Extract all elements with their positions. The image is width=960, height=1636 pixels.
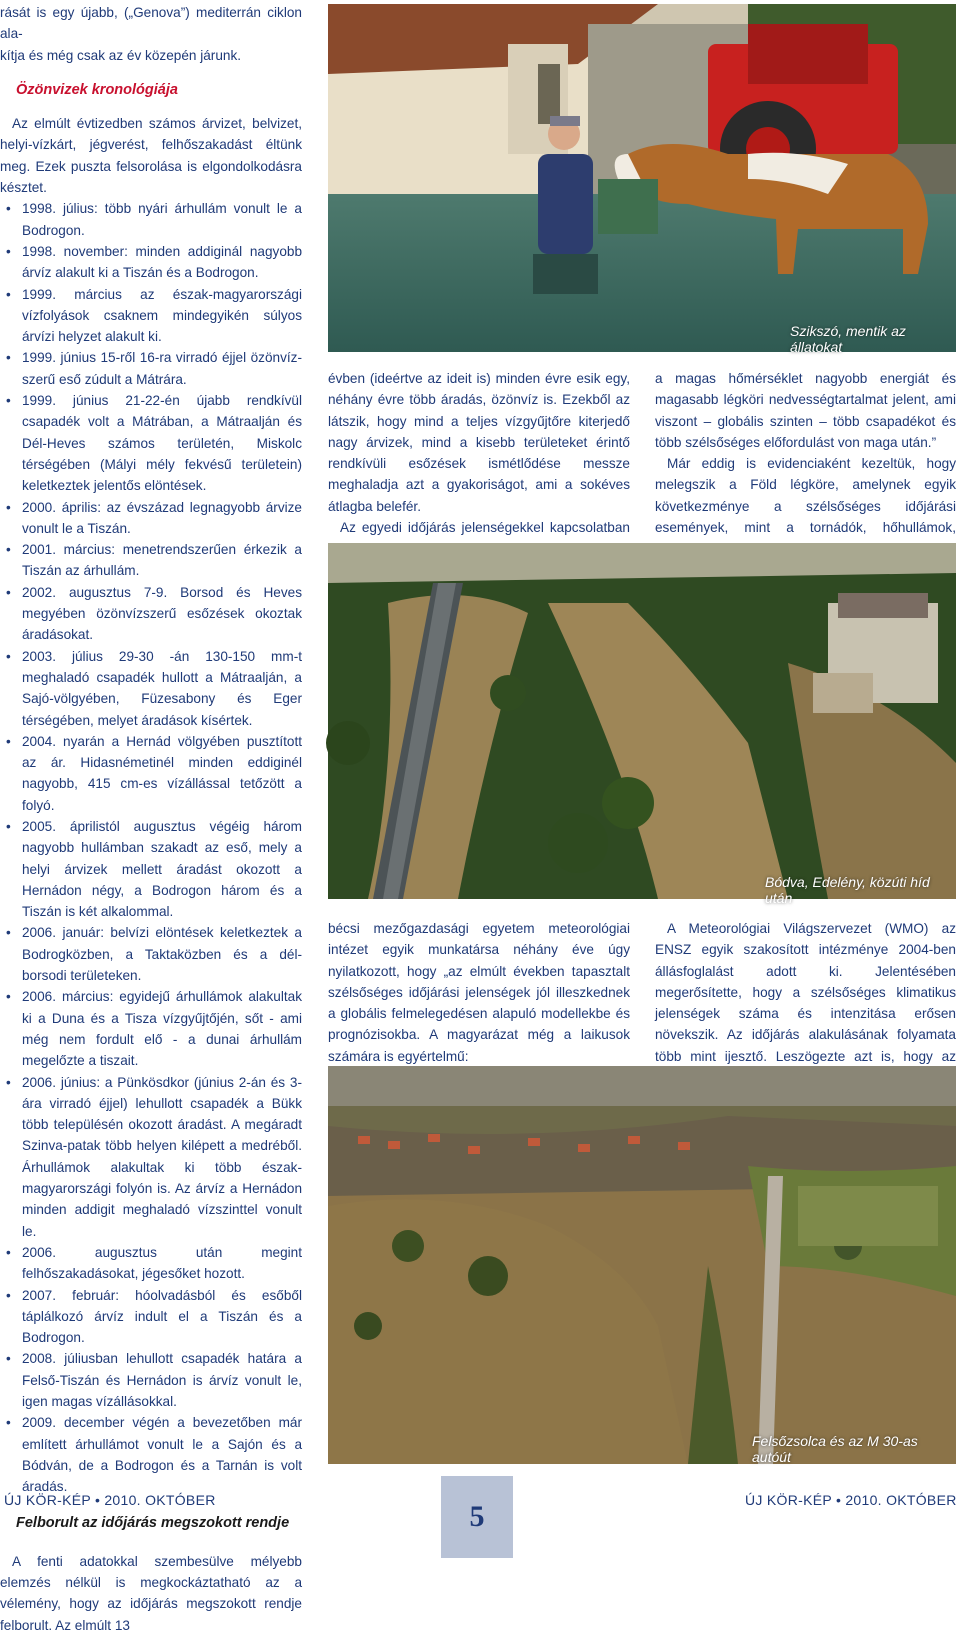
lower-col1-paragraph: bécsi mezőgazdasági egyetem meteorológiai intézet egyik munkatársa néhány éve úgy nyilatkozott, hogy „az elmúlt években tapasztalt szélsőséges időjárási jelenségek jól illeszkednek a globális felmelegedésen alapuló modellekbe és prognózisokba. A magyarázat még a laikusok számára is egyértelmű: [328, 921, 630, 1064]
list-item: • 2009. december végén a bevezetőben már említett árhullámot vonult le a Sajón és a Bódván, de a Bodrogon és a Tarnán is volt áradás. [0, 1412, 302, 1497]
mid-column-2 [655, 368, 956, 560]
bodva-flood-illustration [328, 543, 956, 899]
caption-photo3: Felsőzsolca és az M 30-as autóút [752, 1433, 918, 1465]
felsozsolca-flood-illustration [328, 1066, 956, 1464]
list-item: • 1998. július: több nyári árhullám vonult le a Bodrogon. [0, 198, 302, 241]
intro-line-1: rását is egy újabb, („Genova”) mediterrán ciklon ala- [0, 5, 302, 42]
intro-line-2: kítja és még csak az év közepén járunk. [0, 47, 242, 63]
page-number: 5 [469, 1500, 485, 1533]
list-item: • 2001. március: menetrendszerűen érkezik a Tiszán az árhullám. [0, 539, 302, 582]
list-item: • 2000. április: az évszázad legnagyobb árvize vonult le a Tiszán. [0, 497, 302, 540]
lower-col2-paragraph: A Meteorológiai Világszervezet (WMO) az ENSZ egyik szakosított intézménye 2004-ben állásfoglalást adott ki. Jelentésében megerősítette, hogy a szélsőséges klimatikus jelenségek száma és intenzitása erősen növekszik. Az időjárás alakulásának folyamata több mint ijesztő. Leszögezte azt is, hogy az [655, 921, 956, 1064]
left-column [0, 2, 302, 1636]
mid-column-1 [328, 368, 630, 560]
list-item: • 1998. november: minden addiginál nagyobb árvíz alakult ki a Tiszán és a Bodrogon. [0, 241, 302, 284]
lower-column-1 [328, 918, 630, 1067]
list-item: • 2006. június: a Pünkösdkor (június 2-án és 3-ára virradó éjjel) lehullott csapadék a Bükk több településén okozott áradást. A megáradt Szinva-patak több helyen kilépett a medréből. Árhullámok alakultak ki több észak-magyarországi folyón is. Az árvíz a Hernádon minden addigit meghaladó vízszinttel vonult le. [0, 1072, 302, 1242]
chronology-list [0, 198, 302, 1497]
list-item: • 2006. augusztus után megint felhőszakadásokat, jégesőket hozott. [0, 1242, 302, 1285]
list-item: • 2006. március: egyidejű árhullámok alakultak ki a Duna és a Tisza vízgyűjtőjén, sőt - ami még nem fordult elő - a dunai árhullám megelőzte a tiszait. [0, 986, 302, 1071]
lower-column-2 [655, 918, 956, 1088]
footer-left: ÚJ KÖR-KÉP • 2010. OKTÓBER [4, 1492, 216, 1508]
page-number-box [441, 1476, 513, 1558]
footer-right: ÚJ KÖR-KÉP • 2010. OKTÓBER [745, 1492, 957, 1508]
photo-felsozsolca [328, 1066, 956, 1464]
farmer-cow-illustration [328, 4, 956, 352]
list-item: • 2006. január: belvízi elöntések keletkeztek a Bodrogközben, a Taktaközben és a dél-borsodi területeken. [0, 922, 302, 986]
chronology-intro: Az elmúlt évtizedben számos árvizet, belvizet, helyi-vízkárt, jégverést, felhőszakadást éltünk meg. Ezek puszta felsorolása is elgondolkodásra késztet. [0, 116, 302, 196]
list-item: • 2004. nyarán a Hernád völgyében pusztított az ár. Hidasnémetinél minden eddiginél nagyobb, 415 cm-es vízállással tetőzött a folyó. [0, 731, 302, 816]
mid-col1-paragraph-2: Az egyedi időjárás jelenségekkel kapcsolatban [340, 520, 630, 536]
mid-col2-paragraph-2: Már eddig is evidenciaként kezeltük, hogy melegszik a Föld légköre, amelynek egyik következménye a szélsőséges időjárási események, mint a tornádók, hőhullámok, [655, 456, 956, 536]
list-item: • 1999. június 21-22-én újabb rendkívül csapadék volt a Mátrában, a Mátraalján és Dél-Heves számos területén, Miskolc térségében (Mályi mély fekvésű területein) keletkeztek jelentős elöntések. [0, 390, 302, 496]
list-item: • 1999. március az észak-magyarországi vízfolyások csaknem mindegyikén súlyos árvízi helyzet alakult ki. [0, 284, 302, 348]
list-item: • 2002. augusztus 7-9. Borsod és Heves megyében özönvízszerű esőzések okoztak áradásokat. [0, 582, 302, 646]
caption-photo1: Szikszó, mentik az állatokat [790, 323, 906, 355]
list-item: • 2003. július 29-30 -án 130-150 mm-t meghaladó csapadék hullott a Mátraalján, a Sajó-völgyében, Füzesabony és Eger térségében, melyet áradások kísértek. [0, 646, 302, 731]
mid-col1-paragraph-1: évben (ideértve az ideit is) minden évre esik egy, néhány évre több áradás, özönvíz is. Ezekből az látszik, hogy mind a teljes vízgyűjtőre kiterjedő nagy árvizek, mind a kisebb területeket érintő rendkívüli esőzések ismétlődése messze meghaladja azt a gyakoriságot, ami a sokéves átlagba belefér. [328, 371, 630, 514]
section-title-weather: Felborult az időjárás megszokott rendje [16, 1515, 290, 1532]
list-item: • 1999. június 15-ről 16-ra virradó éjjel özönvíz-szerű eső zúdult a Mátrára. [0, 347, 302, 390]
section-title-chronology: Özönvizek kronológiája [16, 81, 178, 98]
list-item: • 2008. júliusban lehullott csapadék határa a Felső-Tiszán és Hernádon is árvíz vonult le, igen magas vízállásokkal. [0, 1348, 302, 1412]
weather-paragraph: A fenti adatokkal szembesülve mélyebb elemzés nélkül is megkockáztatható az a vélemény, hogy az időjárás megszokott rendje felborult. Az elmúlt 13 [0, 1553, 302, 1633]
list-item: • 2007. február: hóolvadásból és esőből táplálkozó árvíz indult el a Tiszán és a Bodrogon. [0, 1285, 302, 1349]
caption-photo2: Bódva, Edelény, közúti híd után [765, 874, 930, 906]
photo-bodva-edeleny [328, 543, 956, 899]
mid-col2-paragraph-1: a magas hőmérséklet nagyobb energiát és magasabb légköri nedvességtartalmat jelent, ami viszont – globális szinten – több csapadékot és több szélsőséges előfordulást von maga után.” [655, 371, 956, 450]
list-item: • 2005. áprilistól augusztus végéig három nagyobb hullámban szakadt az eső, mely a helyi árvizek mellett áradást okozott a Hernádon négy, a Bodrogon három és a Tiszán is két alkalommal. [0, 816, 302, 922]
photo-farmer-cow [328, 4, 956, 352]
